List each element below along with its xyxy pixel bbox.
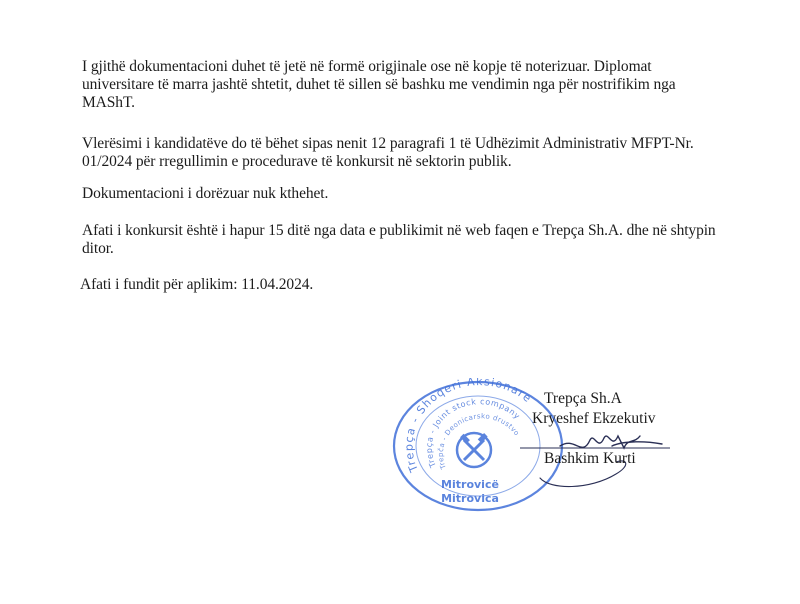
paragraph-deadline-open: Afati i konkursit është i hapur 15 ditë nga data e publikimit në web faqen e Trepça Sh.A. dhe në shtypin ditor. [82, 222, 716, 257]
signature-company: Trepça Sh.A [544, 390, 622, 407]
stamp-city-2: Mitrovica [441, 492, 499, 505]
signature-name: Bashkim Kurti [544, 450, 636, 467]
stamp-city-1: Mitrovicë [441, 478, 499, 491]
paragraph-documentation: I gjithë dokumentacioni duhet të jetë në formë origjinale ose në kopje të noterizuar. Diplomat universitare të marra jashtë shtetit, duhet të sillen së bashku me vendimin nga për nostrifikim nga MAShT. [82, 58, 676, 111]
signature-role: Kryeshef Ekzekutiv [532, 410, 656, 427]
paragraph-final-deadline: Afati i fundit për aplikim: 11.04.2024. [80, 276, 314, 293]
stamp-inner-text-2: Trepča - Deonicarsko drustvo [436, 412, 521, 471]
stamp-inner-text: Trepça - Joint stock company [424, 397, 522, 469]
stamp-ring-text: Trepça - Shoqeri Aksionare [402, 378, 535, 474]
hammer-pick-icon [457, 433, 491, 467]
paragraph-evaluation: Vlerësimi i kandidatëve do të bëhet sipas nenit 12 paragrafi 1 të Udhëzimit Administrativ MFPT-Nr. 01/2024 për rregullimin e procedurave të konkursit në sektorin publik. [82, 135, 694, 170]
paragraph-not-returned: Dokumentacioni i dorëzuar nuk kthehet. [82, 185, 329, 202]
